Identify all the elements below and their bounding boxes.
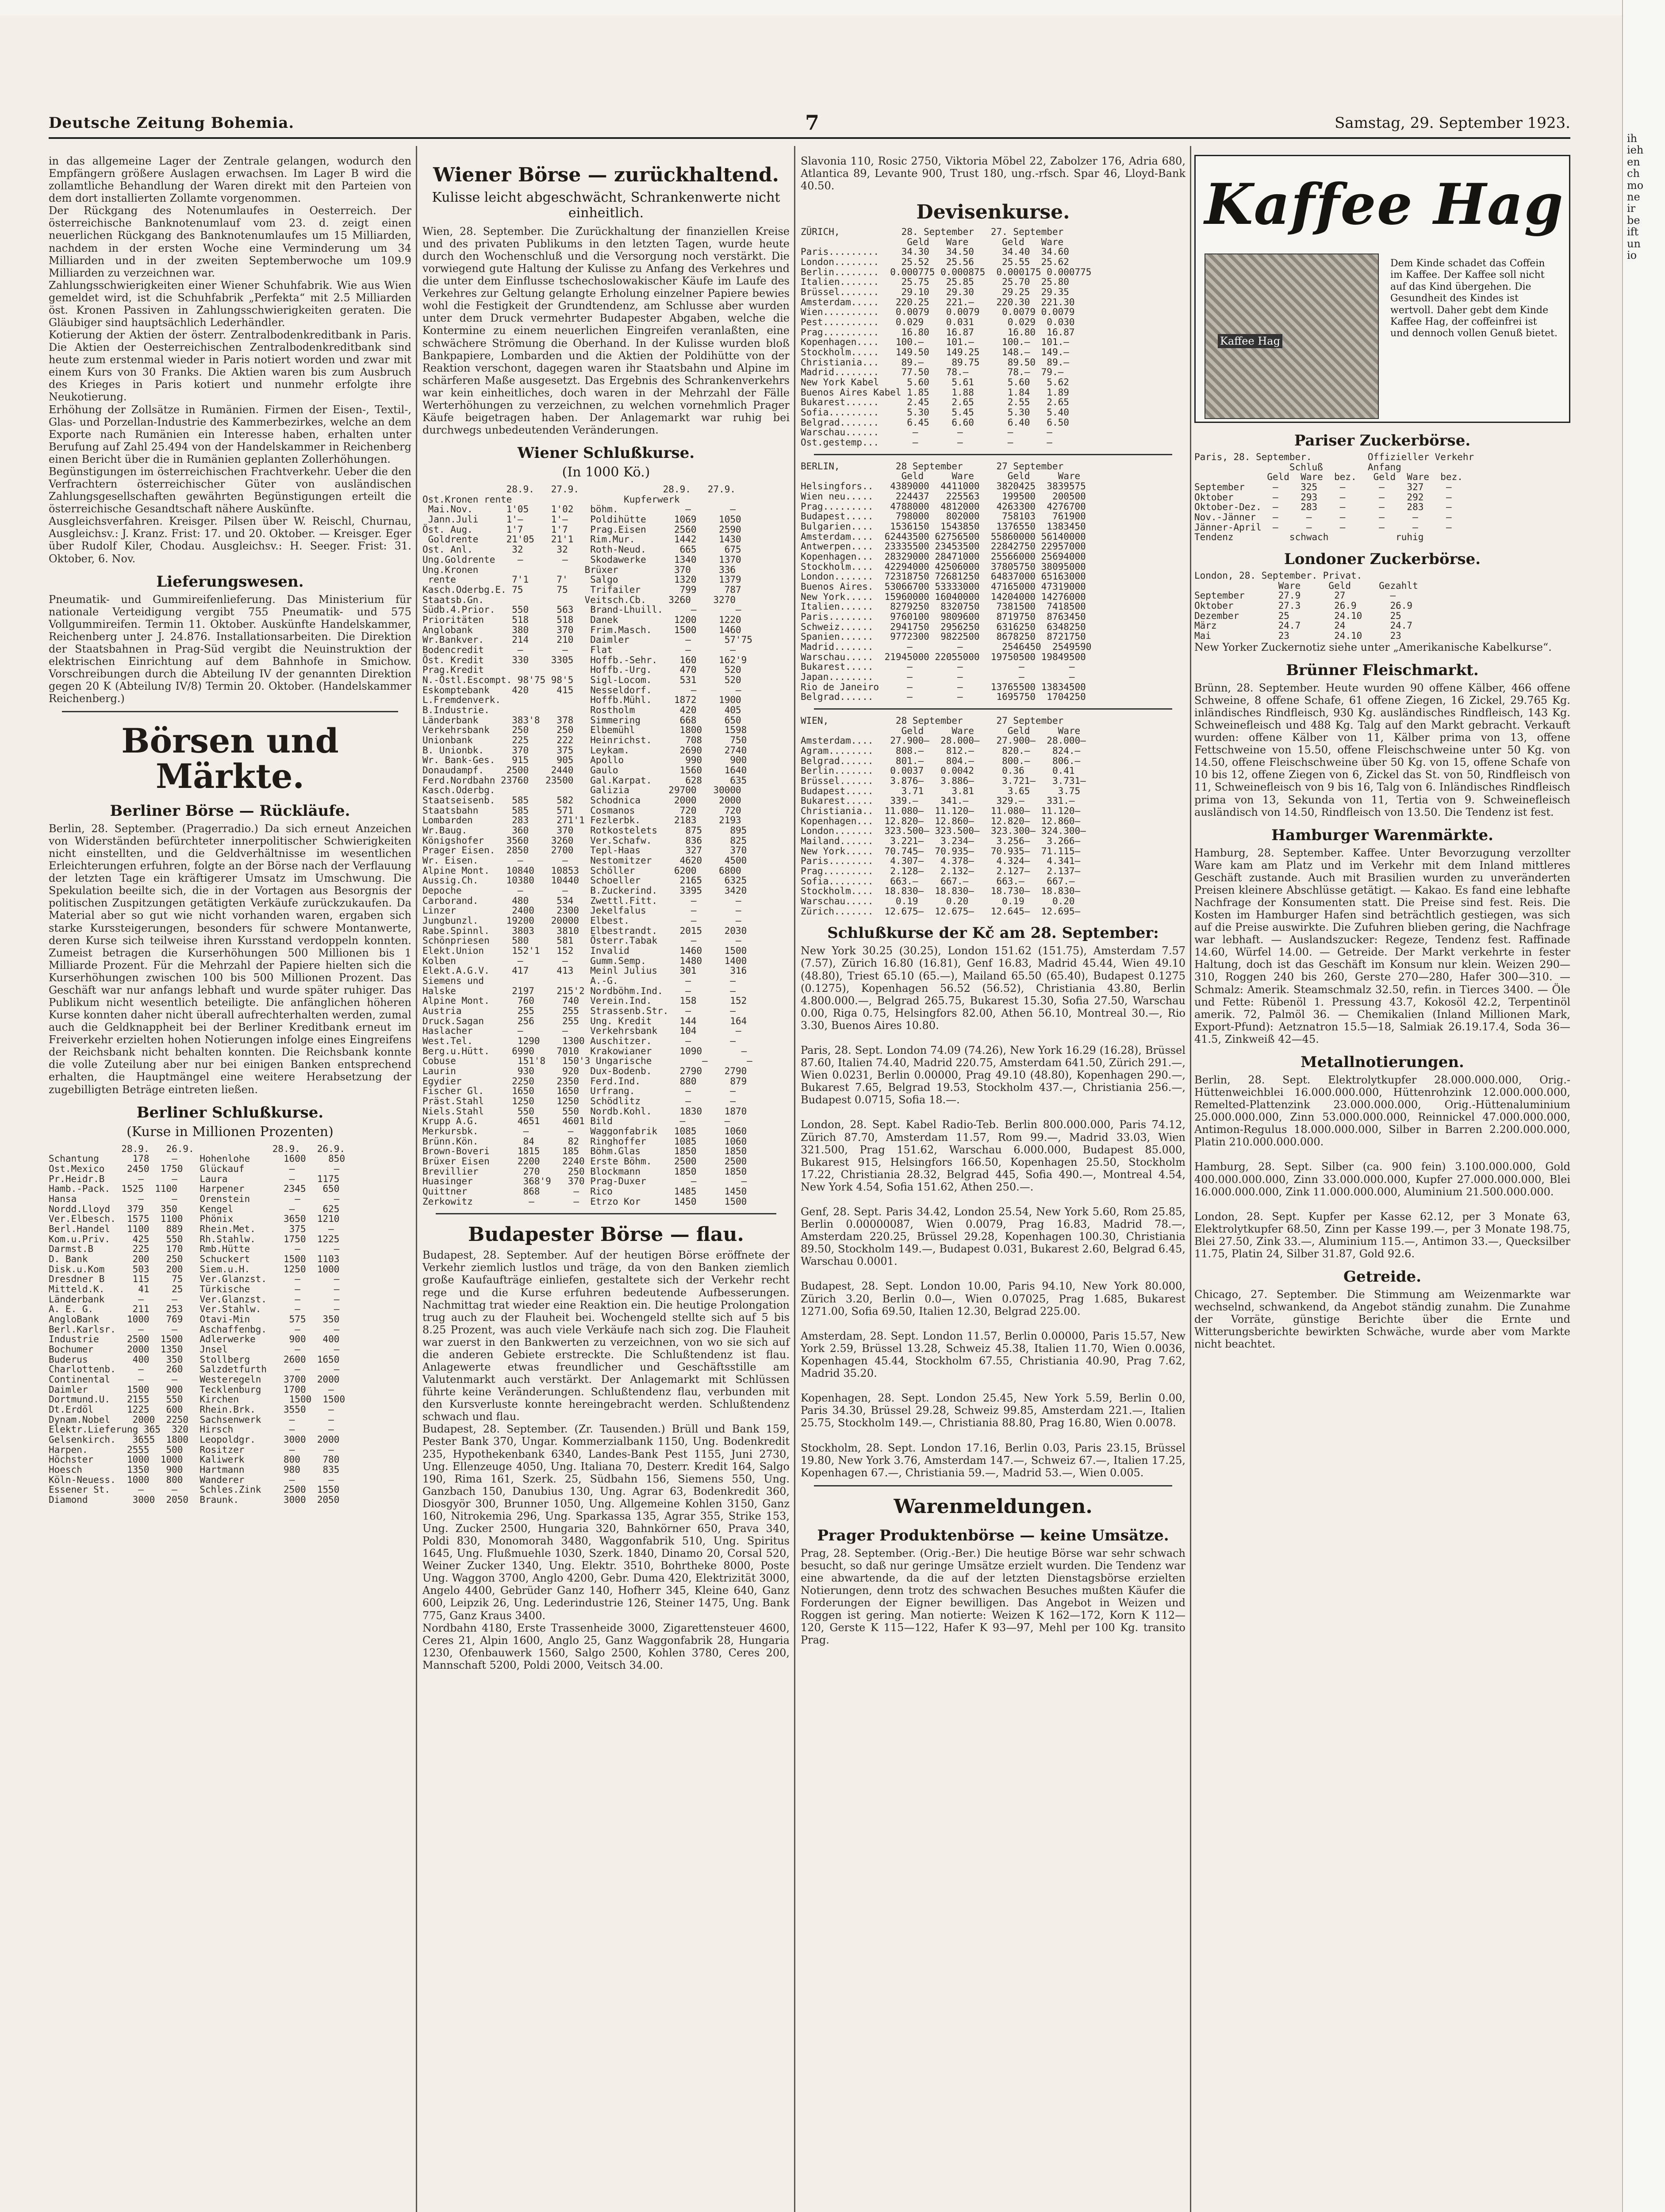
advertisement	[1194, 155, 1570, 423]
article-paragraph: Erhöhung der Zollsätze in Rumänien. Firmen der Eisen-, Textil-, Glas- und Porzellan-Industrie des Kammerbezirkes, welche an dem Exporte nach Rumänien ein Interesse haben, erhalten unter Berufung auf Zahl 25.494 von der Handelskammer in Reichenberg einen Bericht über die in Rumänien geplanten Zollerhöhungen.	[49, 403, 415, 465]
table-title: Berliner Schlußkurse.	[136, 1103, 324, 1121]
table-title: Londoner Zuckerbörse.	[1284, 550, 1481, 568]
article-paragraph: Nordbahn 4180, Erste Trassenheide 3000, Zigarettensteuer 4600, Ceres 21, Alpin 1600, Anglo 25, Ganz Waggonfabrik 28, Hungaria 1230, Ofenbauwerk 1560, Salgo 2500, Kohlen 3780, Ceres 200, Mannschaft 5200, Poldi 2000, Veitsch 34.00.	[422, 1621, 793, 1671]
advertisement-title: Kaffee Hag	[1205, 172, 1564, 237]
article-subtitle: Kulisse leicht abgeschwächt, Schrankenwerte nicht einheitlich.	[432, 189, 780, 221]
article-paragraph: Prag, 28. September. (Orig.-Ber.) Die heutige Börse war sehr schwach besucht, so daß nur geringe Umsätze erzielt wurden. Die Tendenz war eine abwartende, da die auf der letzten Dienstagsbörse erzielten Notierungen, denn trotz des schwachen Besuches mußten Käufer die Forderungen der Eigner bewilligen. Das Angebot in Weizen und Roggen ist gering. Man notierte: Weizen K 162—172, Korn K 112—120, Gerste K 115—122, Hafer K 93—97, Mehl per 100 Kg. transito Prag.	[801, 1547, 1189, 1647]
article-paragraph: Wien, 28. September. Die Zurückhaltung der finanziellen Kreise und des privaten Publikums in den letzten Tagen, wurde heute durch den Wochenschluß und die Versorgung noch verstärkt. Die vorwiegend gute Haltung der Kulisse zu Anfang des Verkehres und die unter dem Einflusse tschechoslowakischer Käufe im Laufe des Verkehres zur Geltung gelangte Erholung einzelner Papiere bewies wohl die Festigkeit der Grundtendenz, am Schlusse aber wurden unter dem Druck vermehrter Budapester Abgaben, welche die Kontermine zu einem neuerlichen Eingreifen veranlaßten, eine schwächere Strömung die Oberhand. In der Kulisse wurden bloß Bankpapiere, Lombarden und die Aktien der Poldihütte von der Reaktion verschont, dagegen waren ihr Staatsbahn und Alpine im schärferen Maße ausgesetzt. Das Ergebnis des Schrankenverkehrs war kein einheitliches, doch waren in der Mehrzahl der Fälle Werterhöhungen zu verzeichnen, zu welchen vornehmlich Prager Käufe beigetragen haben. Der Anlagemarkt war ruhig bei durchwegs unbedeutenden Veränderungen.	[422, 225, 793, 437]
article-paragraph: Begünstigungen im österreichischen Frachtverkehr. Ueber die den Verfrachtern österreichischer Güter von ausländischen Zahlungsgesellschaften gewährten Begünstigungen erteilt die österreichische Gesandtschaft nähere Auskünfte.	[49, 465, 415, 515]
page-number: 7	[805, 111, 820, 134]
advertisement-image	[1205, 253, 1379, 419]
article-title: Wiener Börse — zurückhaltend.	[433, 164, 779, 186]
article-title: Getreide.	[1343, 1268, 1422, 1286]
scan-top-margin	[0, 0, 1665, 15]
article-paragraph: Ausgleichsverfahren. Kreisger. Pilsen über W. Reischl, Churnau, Ausgleichsv.: J. Kranz. Frist: 17. und 20. Oktober. — Kreisger. Eger über Rudolf Kiler, Chodau. Ausgleichsv.: H. Seeger. Frist: 31. Oktober, 6. Nov.	[49, 515, 415, 565]
article-title: Prager Produktenbörse — keine Umsätze.	[817, 1526, 1169, 1544]
section-title: Lieferungswesen.	[156, 572, 304, 591]
article-paragraph: Pneumatik- und Gummireifenlieferung. Das Ministerium für nationale Verteidigung vergibt 755 Pneumatik- und 575 Vollgummireifen. Termin 11. Oktober. Auskünfte Handelskammer, Reichenberg unter J. 24.876. Installationsarbeiten. Die Direktion der Staatsbahnen in Prag-Süd vergibt die Neuinstruktion der elektrischen Einrichtung auf dem Bahnhofe in Smichow. Vorschreibungen durch die Abteilung IV der genannten Direktion gegen 20 K (Abteilung IV/8) Termin 20. Oktober. (Handelskammer Reichenberg.)	[49, 593, 415, 705]
article-paragraph: Zahlungsschwierigkeiten einer Wiener Schuhfabrik. Wie aus Wien gemeldet wird, ist die Schuhfabrik „Perfekta“ mit 2.5 Milliarden öst. Kronen Passiven in Zahlungsschwierigkeiten geraten. Die Gläubiger sind hauptsächlich Lederhändler.	[49, 279, 415, 329]
stock-table: 28.9. 27.9. 28.9. 27.9. Ost.Kronen rente Kupferwerk Mai.Nov. 1'05 1'02 böhm. — — Jann.Juli 1'— 1'— Poldihütte 1069 1050 Öst. Aug. 1'7 1'7 Prag.Eisen 2560 2590 Goldrente 21'05 21'1 Rim.Mur. 1442 1430 Ost. Anl. 32 32 Roth-Neud. 665 675 Ung.Goldrente — — Skodawerke 1340 1370 Ung.Kronen Brüxer 370 336 rente 7'1 7' Salgo 1320 1379 Kasch.Oderbg.E. 75 75 Trifailer 799 787 Staatsb.Gn. Veitsch.Cb. 3260 3270 Südb.4.Prior. 550 563 Brand-Lhuill. — — Prioritäten 518 518 Danek 1200 1220 Anglobank 380 370 Frim.Masch. 1500 1460 Wr.Bankver. 214 210 Daimler — 57'75 Bodencredit — — Flat — — Öst. Kredit 330 3305 Hoffb.-Sehr. 160 162'9 Prag.Kredit Hoffb.-Urg. 470 520 N.-Östl.Escompt. 98'75 98'5 Sigl-Locom. 531 520 Eskomptebank 420 415 Nesseldorf. — — L.Fremdenverk. Hoffb.Mühl. 1872 1900 B.Industrie. Rostholm 420 405 Länderbank 383'8 378 Simmering 668 650 Verkehrsbank 250 250 Elbemühl 1800 1598 Unionbank 225 222 Heinrichst. 708 750 B. Unionbk. 370 375 Leykam. 2690 2740 Wr. Bank-Ges. 915 905 Apollo 990 900 Donaudampf. 2500 2440 Gaulo 1560 1640 Ferd.Nordbahn 23760 23500 Gal.Karpat. 628 635 Kasch.Oderbg. Galizia 29700 30000 Staatseisenb. 585 582 Schodnica 2000 2000 Staatsbahn 585 571 Cosmanos 720 720 Lombarden 283 271'1 Fezlerbk. 2183 2193 Wr.Baug. 360 370 Rotkostelets 875 895 Königshofer 3560 3260 Ver.Schafw. 836 825 Prager Eisen. 2850 2700 Tepl-Haas 327 370 Wr. Eisen. — — Nestomitzer 4620 4500 Alpine Mont. 10840 10853 Schöller 6200 6800 Aussig.Ch. 10380 10440 Schoeller 2165 6325 Depoche — — B.Zuckerind. 3395 3420 Carborand. 480 534 Zwettl.Fitt. — — Linzer 2400 2300 Jekelfalus — — Jungbunzl. 19200 20000 Elbest. — — Rabe.Spinnl. 3803 3810 Elbestrandt. 2015 2030 Schönpriesen 580 581 Österr.Tabak — — Elekt.Union 152'1 152 Invalid 1460 1500 Kolben — — Gumm.Semp. 1480 1400 Elekt.A.G.V. 417 413 Meinl Julius 301 316 Siemens und A.-G. — — Halske 2197 215'2 Nordböhm.Ind. — — Alpine Mont. 760 740 Verein.Ind. 158 152 Austria 255 255 Strassenb.Str. — — Druck.Sagan 256 255 Ung. Kredit 144 164 Haslacher — — Verkehrsbank 104 — West.Tel. 1290 1300 Auschitzer. — — Berg.u.Hütt. 6990 7010 Krakowianer 1090 — Cobuse 151'8 150'3 Ungarische — — Laurin 930 920 Dux-Bodenb. 2790 2790 Egydier 2250 2350 Ferd.Ind. 880 879 Fischer Gl. 1650 1650 Urfrang. — — Präst.Stahl 1250 1250 Schödlitz — — Niels.Stahl 550 550 Nordb.Kohl. 1830 1870 Krupp A.G. 4651 4601 Bild — — Merkursbk. — — Waggonfabrik 1085 1060 Brünn.Kön. 84 82 Ringhoffer 1085 1060 Brown-Boveri 1815 185 Böhm.Glas 1850 1850 Brüxer Eisen 2200 2240 Erste Böhm. 2500 2500 Brevillier 270 250 Blockmann 1850 1850 Huasinger 368'9 370 Prag-Duxer — — Quittner 868 — Rico 1485 1450 Zerkowitz — — Etrzo Kor 1450 1500	[422, 484, 752, 1207]
column-rule	[794, 146, 795, 2212]
divider	[62, 711, 398, 712]
article-paragraph: Hamburg, 28. September. Kaffee. Unter Bevorzugung verzollter Ware kam am Platz und im Verkehr mit dem Inland mittleres Geschäft zustande. Auch mit Brasilien wurden zu unveränderten Preisen kleinere Abschlüsse getätigt. — Kakao. Es fand eine lebhafte Nachfrage der Konsumenten statt. Die Preise sind fest. Reis. Die Kosten im Hamburger Hafen sind beträchtlich gestiegen, was sich auf die Preise auswirkte. Die Zufuhren blieben gering, die Nachfrage war lebhaft. — Auslandszucker: Regeze, Tendenz fest. Raffinade 14.60, Würfel 14.00. — Getreide. Der Markt verkehrte in fester Haltung, doch ist das Geschäft im Konsum nur klein. Weizen 290—310, Roggen 240 bis 260, Gerste 270—280, Hafer 300—310. — Schmalz: Amerik. Steamschmalz 32.50, refin. in Tierces 3400. — Öle und Fette: Rübenöl 1. Pressung 43.7, Kokosöl 42.2, Terpentinöl amerik. 72, Palmöl 36. — Chemikalien (Inland Millionen Mark, Export-Pfund): Aetznatron 15.5—18, Salmiak 26.19.17.4, Soda 36—41.5, Zinkweiß 42—45.	[1194, 846, 1574, 1045]
divider	[814, 454, 1172, 455]
column-4	[1194, 155, 1574, 2212]
newspaper-name: Deutsche Zeitung Bohemia.	[49, 114, 295, 132]
column-3	[801, 155, 1189, 2212]
article-paragraph: Slavonia 110, Rosic 2750, Viktoria Möbel 22, Zabolzer 176, Adria 680, Atlantica 89, Levante 900, Trust 180, ung.-rfsch. Spar 46, Lloyd-Bank 40.50.	[801, 155, 1189, 192]
section-title: Schlußkurse der Kč am 28. September:	[827, 924, 1159, 942]
stock-table: 28.9. 26.9. 28.9. 26.9. Schantung 178 — Hohenlohe 1600 850 Ost.Mexico 2450 1750 Glückauf — — Pr.Heidr.B — — Laura — 1175 Hamb.-Pack. 1525 1100 Harpener 2345 650 Hansa — — Orenstein — — Nordd.Lloyd 379 350 Kengel — 625 Ver.Elbesch. 1575 1100 Phönix 3650 1210 Berl.Handel 1100 889 Rhein.Met. 375 — Kom.u.Priv. 425 550 Rh.Stahlw. 1750 1225 Darmst.B 225 170 Rmb.Hütte — — D. Bank 200 250 Schuckert 1500 1103 Disk.u.Kom 503 200 Siem.u.H. 1250 1000 Dresdner B 115 75 Ver.Glanzst. — — Mitteld.K. 41 25 Türkische — — Länderbank — — Ver.Glanzst. — — A. E. G. 211 253 Ver.Stahlw. — — AngloBank 1000 769 Otavi-Min 575 350 Berl.Karlsr. — — Aschaffenbg. — — Industrie 2500 1500 Adlerwerke 900 400 Bochumer 2000 1350 Jnsel — — Buderus 400 350 Stollberg 2600 1650 Charlottenb. — 260 Salzdetfurth — — Continental — — Westeregeln 3700 2000 Daimler 1500 900 Tecklenburg 1700 — Dortmund.U. 2155 550 Kirchen 1500 1500 Dt.Erdöl 1225 600 Rhein.Brk. 3550 — Dynam.Nobel 2000 2250 Sachsenwerk — — Elektr.Lieferung 365 320 Hirsch — — Gelsenkirch. 3655 1800 Leopoldgr. 3000 2000 Harpen. 2555 500 Rositzer — — Höchster 1000 1000 Kaliwerk 800 780 Hoesch 1350 900 Hartmann 980 835 Köln-Neuess. 1000 800 Wanderer — — Essener St. — — Schles.Zink 2500 1550 Diamond 3000 2050 Braunk. 3000 2050	[49, 1143, 345, 1505]
article-title: Brünner Fleischmarkt.	[1286, 661, 1479, 679]
article-paragraph: New York 30.25 (30.25), London 151.62 (151.75), Amsterdam 7.57 (7.57), Zürich 16.80 (16.81), Genf 16.83, Madrid 45.44, Wien 49.10 (48.80), Triest 65.10 (65.—), Mailand 65.50 (65.40), Budapest 0.1275 (0.1275), Kopenhagen 56.52 (56.52), Christiania 43.80, Berlin 4.800.000.—, Belgrad 265.75, Bukarest 15.30, Sofia 27.50, Warschau 0.00, Riga 0.75, Helsingfors 82.00, Athen 56.10, Montreal 30.—, Rio 3.30, Buenos Aires 10.80. Paris, 28. Sept. London 74.09 (74.26), New York 16.29 (16.28), Brüssel 87.60, Italien 74.40, Madrid 220.75, Amsterdam 641.50, Zürich 291.—, Wien 0.0231, Berlin 0.00000, Prag 49.10 (48.80), Kopenhagen 290.—, Bukarest 7.65, Belgrad 19.53, Stockholm 437.—, Christiania 256.—, Budapest 0.0715, Sofia 18.—. London, 28. Sept. Kabel Radio-Teb. Berlin 800.000.000, Paris 74.12, Zürich 87.70, Amsterdam 11.57, Rom 99.—, Madrid 33.03, Wien 321.500, Prag 151.62, Warschau 6.000.000, Budapest 85.000, Bukarest 915, Helsingfors 166.50, Kopenhagen 25.50, Stockholm 17.22, Christiania 28.32, Belgrad 445, Sofia 490.—, Montreal 4.54, New York 4.54, Sofia 151.62, Athen 250.—. Genf, 28. Sept. Paris 34.42, London 25.54, New York 5.60, Rom 25.85, Berlin 0.00000087, Wien 0.0079, Prag 16.83, Madrid 78.—, Amsterdam 220.25, Brüssel 29.28, Kopenhagen 100.30, Christiania 89.50, Stockholm 149.—, Budapest 0.031, Bukarest 2.60, Belgrad 6.45, Warschau 0.0001. Budapest, 28. Sept. London 10.00, Paris 94.10, New York 80.000, Zürich 3.20, Berlin 0.0—, Wien 0.07025, Prag 1.685, Bukarest 1271.00, Sofia 69.50, Italien 12.30, Belgrad 225.00. Amsterdam, 28. Sept. London 11.57, Berlin 0.00000, Paris 15.57, New York 2.59, Brüssel 13.28, Schweiz 45.38, Italien 11.70, Wien 0.0036, Kopenhagen 45.44, Stockholm 67.55, Christiania 40.90, Prag 7.62, Madrid 35.20. Kopenhagen, 28. Sept. London 25.45, New York 5.59, Berlin 0.00, Paris 34.30, Brüssel 29.28, Schweiz 99.85, Amsterdam 221.—, Italien 25.75, Stockholm 149.—, Christiania 88.80, Prag 16.80, Wien 0.0078. Stockholm, 28. Sept. London 17.16, Berlin 0.03, Paris 23.15, Brüssel 19.80, New York 3.76, Amsterdam 147.—, Schweiz 67.—, Italien 17.25, Kopenhagen 67.—, Christiania 59.—, Madrid 53.—, Wien 0.005.	[801, 945, 1185, 1479]
article-title: Metallnotierungen.	[1301, 1053, 1464, 1071]
table-title: Wiener Schlußkurse.	[517, 444, 695, 462]
note: New Yorker Zuckernotiz siehe unter „Amerikanische Kabelkurse“.	[1194, 641, 1552, 653]
advertisement-caption: Kaffee Hag	[1218, 334, 1282, 348]
article-paragraph: Berlin, 28. Sept. Elektrolytkupfer 28.000.000.000, Orig.-Hüttenweichblei 16.000.000.000, Hüttenrohzink 12.000.000.000, Remelted-Plattenzink 23.000.000.000, Orig.-Hüttenaluminium 25.000.000.000, Zinn 53.000.000.000, Reinnickel 47.000.000.000, Antimon-Regulus 18.000.000.000, Silber in Barren 2.200.000.000, Platin 210.000.000.000. Hamburg, 28. Sept. Silber (ca. 900 fein) 3.100.000.000, Gold 400.000.000.000, Zinn 33.000.000.000, Kupfer 27.000.000.000, Blei 16.000.000.000, Zink 11.000.000.000, Aluminium 21.500.000.000. London, 28. Sept. Kupfer per Kasse 62.12, per 3 Monate 63, Elektrolytkupfer 68.50, Zinn per Kasse 199.—, per 3 Monate 198.75, Blei 27.50, Zink 33.—, Aluminium 115.—, Antimon 33.—, Quecksilber 11.75, Platin 24, Silber 31.87, Gold 92.6.	[1194, 1073, 1570, 1260]
article-title: Berliner Börse — Rückläufe.	[110, 802, 350, 820]
divider	[814, 708, 1172, 710]
section-title: Börsen und Märkte.	[121, 721, 339, 796]
sugar-table: Paris, 28. September. Offizieller Verkehr Schluß Anfang Geld Ware bez. Geld Ware bez. September — 325 — — 327 — Oktober — 293 — — 292 — Oktober-Dez. — 283 — — 283 — Nov.-Jänner — — — — — — Jänner-April — — — — — — Tendenz schwach ruhig	[1194, 452, 1474, 543]
column-rule	[416, 146, 417, 2212]
article-paragraph: Berlin, 28. September. (Pragerradio.) Da sich erneut Anzeichen von Widerständen befürchteter innerpolitischer Schwierigkeiten nicht einstellten, und die Geldverhältnisse im wesentlichen Erleichterungen erfuhren, folgte an der Börse nach der Verflauung der letzten Tage ein kräftigerer Umsatz im Umschwung. Die Spekulation beeilte sich, die in der Vortagen aus Besorgnis der politischen Zuspitzungen getätigten Verkäufe zurückzukaufen. Da Material aber so gut wie nicht vorhanden waren, ergaben sich starke Kurssteigerungen, besonders für schwere Montanwerte, deren Kurse sich teilweise ihren Kursstand verdoppeln konnten. Zumeist betragen die Kurserhöhungen 500 Millionen bis 1 Milliarde Prozent. Für die Mehrzahl der Papiere hielten sich die Kurserhöhungen zwischen 100 bis 500 Millionen Prozent. Das Geschäft war nur anfangs lebhaft und wurde später ruhiger. Das Publikum nicht wesentlich beteiligte. Die anfänglichen höheren Kurse konnten daher nicht überall aufrechterhalten werden, zumal auch die Geldknappheit bei der Berliner Kreditbank erneut im Freiverkehr erzielten hohen Notierungen infolge eines Eingreifens der Reichsbank nicht behalten konnten. Die Reichsbank konnte die volle Zuteilung aber nur bei einigen Banken entsprechend erhalten, die Hauptmängel eine weitere Herabsetzung der zugebilligten Beträge eintreten ließen.	[49, 822, 415, 1096]
article-paragraph: Budapest, 28. September. (Zr. Tausenden.) Brüll und Bank 159, Pester Bank 370, Ungar. Kommerzialbank 1150, Ung. Bodenkredit 235, Hypothekenbank 6340, Landes-Bank Pest 1155, Juni 2730, Ung. Ellenzeuge 4050, Ung. Italiana 70, Desterr. Kredit 164, Salgo 190, Rima 161, Szerk. 25, Südbahn 156, Siemens 550, Ung. Ganzbach 150, Danubius 130, Ung. Agrar 63, Bodenkredit 360, Diosgyör 300, Brunner 1050, Ung. Allgemeine Kohlen 3150, Ganz 160, Nitrokemia 296, Ung. Sparkassa 135, Agrar 355, Strike 153, Ung. Zucker 2500, Hungaria 320, Bahnkörner 650, Prava 340, Poldi 830, Monomorah 3480, Waggonfabrik 510, Ung. Spiritus 1645, Ung. Flußmuehle 1030, Szerk. 1840, Dinamo 20, Corsal 520, Weiner Zucker 1340, Ung. Elektr. 3510, Bohrtheke 8000, Poste Ung. Waggon 3700, Anglo 4200, Gebr. Duma 420, Elektrizität 3000, Angelo 4400, Gebrüder Ganz 140, Hofherr 345, Kleine 640, Ganz 600, Leipzik 26, Ung. Lederindustrie 126, Steiner 1475, Ung. Bank 775, Ganz Kraus 3400.	[422, 1423, 793, 1622]
adjacent-page-fragment: ih ieh en ch mo ne ir be ift un io	[1627, 132, 1644, 261]
article-paragraph: Chicago, 27. September. Die Stimmung am Weizenmarkte war wechselnd, schwankend, da Angebot ständig zunahm. Die Zunahme der Vorräte, günstige Berichte über die Ernte und Witterungsberichte bewirkten Schwäche, wurde aber vom Markte nicht beachtet.	[1194, 1288, 1574, 1351]
column-rule	[1190, 146, 1191, 2212]
page-header	[49, 111, 1570, 139]
currency-table: WIEN, 28 September 27 September Geld Ware Geld Ware Amsterdam.... 27.900— 28.000— 27.900— 28.000— Agram........ 808.— 812.— 820.— 824.— Belgrad...... 801.— 804.— 800.— 806.— Berlin....... 0.0037 0.0042 0.36 0.41 Brüssel...... 3.876— 3.886— 3.721— 3.731— Budapest..... 3.71 3.81 3.65 3.75 Bukarest..... 339.— 341.— 329.— 331.— Christiania.. 11.080— 11.120— 11.080— 11.120— Kopenhagen... 12.820— 12.860— 12.820— 12.860— London....... 323.500— 323.500— 323.300— 324.300— Mailand...... 3.221— 3.234— 3.256— 3.266— New York..... 70.745— 70.935— 70.935— 71.115— Paris........ 4.307— 4.378— 4.324— 4.341— Prag......... 2.128— 2.132— 2.127— 2.137— Sofia........ 663.— 667.— 663.— 667.— Stockholm.... 18.830— 18.830— 18.730— 18.830— Warschau..... 0.19 0.20 0.19 0.20 Zürich....... 12.675— 12.675— 12.645— 12.695—	[801, 715, 1086, 917]
currency-table: BERLIN, 28 September 27 September Geld Ware Geld Ware Helsingfors.. 4389000 4411000 3820425 3839575 Wien neu..... 224437 225563 199500 200500 Prag......... 4788000 4812000 4263300 4276700 Budapest..... 798000 802000 758103 761900 Bulgarien.... 1536150 1543850 1376550 1383450 Amsterdam.... 62443500 62756500 55860000 56140000 Antwerpen.... 23335500 23453500 22842750 22957000 Kopenhagen... 28329000 28471000 25566000 25694000 Stockholm.... 42294000 42506000 37805750 38095000 London....... 72318750 72681250 64837000 65163000 Buenos Aires. 53066700 53333000 47165000 47319000 New York..... 15960000 16040000 14204000 14276000 Italien...... 8279250 8320750 7381500 7418500 Paris........ 9760100 9809600 8719750 8763450 Schweiz...... 2941750 2956250 6316250 6348250 Spanien...... 9772300 9822500 8678250 8721750 Madrid....... — — 2546450 2549590 Warschau..... 21945000 22055000 19750500 19849500 Bukarest..... — — — — Japan........ — — — — Rio de Janeiro — — 13765500 13834500 Belgrad...... — — 1695750 1704250	[801, 461, 1092, 703]
sugar-table: London, 28. September. Privat. Ware Geld Gezahlt September 27.9 27 — Oktober 27.3 26.9 26.9 Dezember 25 24.10 25 März 24.7 24 24.7 Mai 23 24.10 23	[1194, 570, 1418, 641]
table-title: Pariser Zuckerbörse.	[1294, 432, 1471, 449]
divider	[814, 1485, 1172, 1486]
issue-date: Samstag, 29. September 1923.	[1335, 114, 1570, 132]
article-title: Budapester Börse — flau.	[468, 1223, 744, 1246]
section-title: Warenmeldungen.	[894, 1495, 1093, 1518]
table-subtitle: (Kurse in Millionen Prozenten)	[127, 1124, 334, 1140]
article-paragraph: Brünn, 28. September. Heute wurden 90 offene Kälber, 466 offene Schweine, 8 offene Schafe, 61 offene Ziegen, 16 Zickel, 29.765 Kg. inländisches Rindfleisch, 930 Kg. ausländisches Rindfleisch, 143 Kg. Schweinefleisch und 488 Kg. Talg auf den Markt gebracht. Verkauft wurden: offene Kälber von 11, Kälber prima von 13, offene Fettschweine von 15.50, offene Fleischschweine unter 50 Kg. von 14.50, offene Fleischschweine über 50 Kg. von 15, offene Schafe von 10 bis 12, offene Ziegen von 6, Zickel das St. von 50, Rindfleisch von 11, Schweinefleisch von 9 bis 16, Talg von 6. Inländisches Rindfleisch prima von 13, Sekunda von 11, Tertia von 9. Schweinefleisch ausländisch von 14.50, Rindfleisch von 13.50. Die Tendenz ist fest.	[1194, 681, 1574, 818]
article-paragraph: Budapest, 28. September. Auf der heutigen Börse eröffnete der Verkehr ziemlich lustlos und träge, da von den Banken ziemlich große Kaufaufträge einliefen, gestaltete sich der Verkehr recht rege und die Kurse erfuhren bedeutende Aufbesserungen. Nachmittag trat wieder eine Reaktion ein. Die heutige Prolongation trug auch zu der Flauheit bei. Wochengeld stellte sich auf 5 bis 8.25 Prozent, was auch viele Verkäufe nach sich zog. Die Flauheit war zuerst in den Bankwerten zu verzeichnen, von wo sie sich auf die anderen Gebiete erstreckte. Die Schlußtendenz ist flau. Anlagewerte etwas freundlicher und Geschäftsstille am Valutenmarkt auch verstärkt. Der Anlagemarkt mit Schlüssen führte keine Veränderungen. Schlußtendenz flau, verbunden mit den Kursverluste konnte hereingebracht werden. Schlußtendenz schwach und flau.	[422, 1249, 793, 1423]
advertisement-text: Dem Kinde schadet das Coffein im Kaffee. Der Kaffee soll nicht auf das Kind übergehen. Die Gesundheit des Kindes ist wertvoll. Daher gebt dem Kinde Kaffee Hag, der coffeinfrei ist und dennoch vollen Genuß bietet.	[1390, 258, 1558, 339]
table-subtitle: (In 1000 Kö.)	[562, 465, 650, 480]
article-title: Hamburger Warenmärkte.	[1271, 826, 1493, 844]
article-paragraph: Der Rückgang des Notenumlaufes in Oesterreich. Der österreichische Banknotenumlauf vom 23. d. zeigt einen neuerlichen Rückgang des Banknotenumlaufes um 15 Milliarden, nachdem in der ersten Woche eine Verminderung um 34 Milliarden und in der zweiten Septemberwoche um 109.9 Milliarden zu verzeichnen war.	[49, 204, 415, 279]
article-paragraph: in das allgemeine Lager der Zentrale gelangen, wodurch den Empfängern größere Auslagen erwachsen. Im Lager B wird die zollamtliche Behandlung der Waren direkt mit den Parteien von dem dort installierten Zollamte vorgenommen.	[49, 155, 415, 205]
divider	[436, 1213, 776, 1214]
section-title: Devisenkurse.	[916, 201, 1070, 224]
currency-table: ZÜRICH, 28. September 27. September Geld Ware Geld Ware Paris......... 34.30 34.50 34.40 34.60 London........ 25.52 25.56 25.55 25.62 Berlin........ 0.000775 0.000875 0.000175 0.000775 Italien....... 25.75 25.85 25.70 25.80 Brüssel....... 29.10 29.30 29.25 29.35 Amsterdam..... 220.25 221.— 220.30 221.30 Wien.......... 0.0079 0.0079 0.0079 0.0079 Pest.......... 0.029 0.031 0.029 0.030 Prag.......... 16.80 16.87 16.80 16.87 Kopenhagen.... 100.— 101.— 100.— 101.— Stockholm..... 149.50 149.25 148.— 149.— Christiania... 89.— 89.75 89.50 89.— Madrid........ 77.50 78.— 78.— 79.— New York Kabel 5.60 5.61 5.60 5.62 Buenos Aires Kabel 1.85 1.88 1.84 1.89 Bukarest...... 2.45 2.65 2.55 2.65 Sofia......... 5.30 5.45 5.30 5.40 Belgrad....... 6.45 6.60 6.40 6.50 Warschau...... — — — — Ost.gestemp... — — — —	[801, 227, 1092, 448]
article-paragraph: Kotierung der Aktien der österr. Zentralbodenkreditbank in Paris. Die Aktien der Oesterreichischen Zentralbodenkreditbank sind heute zum erstenmal wieder in Paris notiert worden und zwar mit einem Kurs von 30 Franks. Die Aktien waren bis zum Ausbruch des Krieges in Paris kotiert und nunmehr erfolgte ihre Neukotierung.	[49, 329, 415, 403]
adjacent-page-edge	[1622, 0, 1665, 2212]
column-1	[49, 155, 415, 2212]
column-2	[422, 155, 793, 2212]
